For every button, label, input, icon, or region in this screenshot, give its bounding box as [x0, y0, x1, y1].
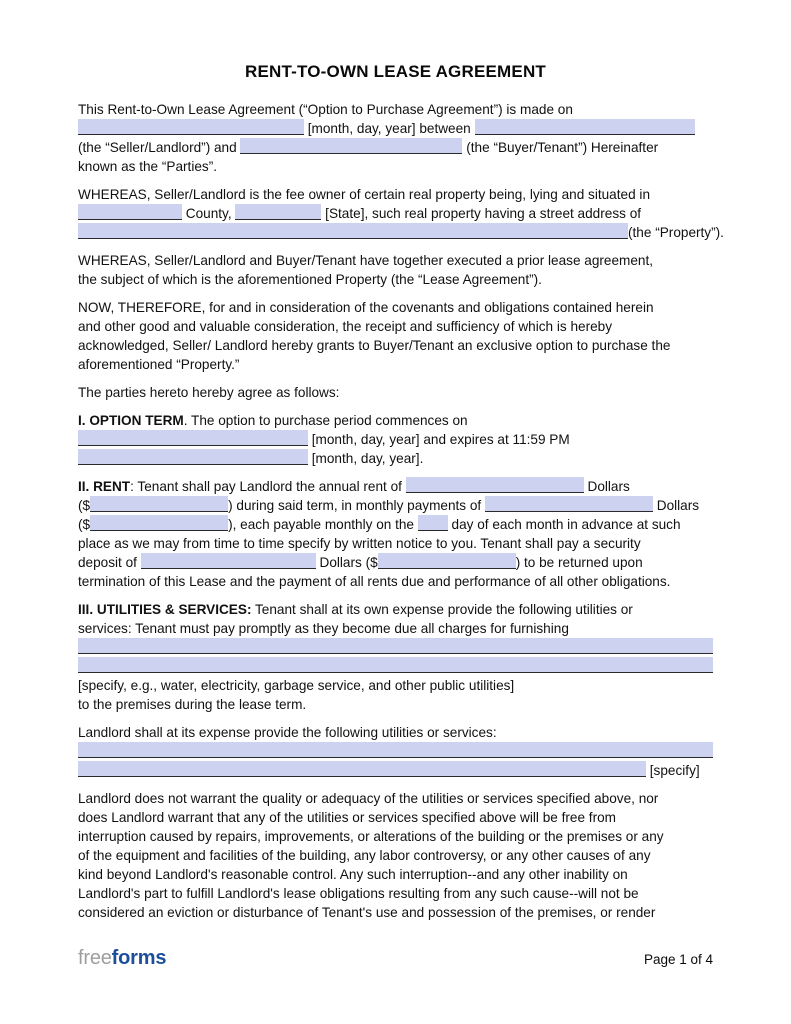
text-run: Landlord does not warrant the quality or adequacy of the utilities or services specified above, nor — [78, 791, 659, 806]
document-line — [78, 223, 724, 242]
section-heading-text: II. RENT — [78, 479, 131, 494]
section-option-term — [78, 411, 713, 468]
text-run: deposit of — [78, 555, 141, 570]
text-run: to the premises during the lease term. — [78, 697, 307, 712]
text-run: Tenant shall at its own expense provide the following utilities or — [251, 602, 633, 617]
text-run: : Tenant shall pay Landlord the annual rent of — [130, 479, 406, 494]
text-run: Landlord shall at its expense provide the following utilities or services: — [78, 725, 497, 740]
text-run: place as we may from time to time specify by written notice to you. Tenant shall pay a security — [78, 536, 641, 551]
document-line — [78, 383, 713, 402]
landlord-utilities-paragraph — [78, 723, 713, 780]
text-run: services: Tenant must pay promptly as they become due all charges for furnishing — [78, 621, 569, 636]
security-deposit-amount-field[interactable] — [378, 553, 516, 569]
tenant-utilities-line-1-field[interactable] — [78, 638, 713, 654]
whereas-property-paragraph — [78, 185, 724, 242]
annual-rent-amount-field[interactable] — [90, 496, 228, 512]
document-line — [78, 355, 713, 374]
text-run: ($ — [78, 517, 91, 532]
section-heading-text: III. UTILITIES & SERVICES: — [78, 602, 252, 617]
document-line — [78, 496, 713, 515]
logo-text-free: free — [78, 947, 112, 969]
document-line — [78, 657, 713, 676]
text-run: . The option to purchase period commences on — [183, 413, 468, 428]
section-rent — [78, 477, 713, 591]
document-line — [78, 251, 713, 270]
document-line — [78, 138, 713, 157]
document-line — [78, 449, 713, 468]
document-line — [78, 298, 713, 317]
document-line — [78, 808, 713, 827]
document-line — [78, 515, 713, 534]
seller-landlord-name-field[interactable] — [475, 119, 695, 135]
page-footer — [78, 944, 713, 970]
payment-day-field[interactable] — [418, 515, 448, 531]
text-run: of the equipment and facilities of the building, any labor controversy, or any other causes of any — [78, 848, 651, 863]
monthly-payment-amount-field[interactable] — [90, 515, 228, 531]
section-heading-text: I. OPTION TERM — [78, 413, 184, 428]
document-line — [78, 846, 713, 865]
text-run: ($ — [78, 498, 91, 513]
freeforms-logo — [78, 947, 166, 970]
text-run: interruption caused by repairs, improvements, or alterations of the building or the premises or any — [78, 829, 664, 844]
option-commence-date-field[interactable] — [78, 430, 308, 446]
text-run: [State], such real property having a street address of — [321, 206, 642, 221]
document-line — [78, 638, 713, 657]
agree-as-follows-paragraph — [78, 383, 713, 402]
document-line — [78, 742, 713, 761]
tenant-utilities-line-2-field[interactable] — [78, 657, 713, 673]
state-field[interactable] — [235, 204, 321, 220]
text-run: the subject of which is the aforementioned Property (the “Lease Agreement”). — [78, 272, 542, 287]
document-line — [78, 317, 713, 336]
document-line — [78, 903, 713, 922]
document-line — [78, 695, 713, 714]
security-deposit-words-field[interactable] — [141, 553, 316, 569]
text-run: WHEREAS, Seller/Landlord is the fee owner of certain real property being, lying and situated in — [78, 187, 650, 202]
document-line — [78, 676, 713, 695]
text-run: (the “Buyer/Tenant”) Hereinafter — [462, 140, 659, 155]
text-run: ) during said term, in monthly payments of — [228, 498, 485, 513]
document-body — [78, 100, 724, 922]
county-field[interactable] — [78, 204, 182, 220]
document-line — [78, 789, 713, 808]
text-run: This Rent-to-Own Lease Agreement (“Option to Purchase Agreement”) is made on — [78, 102, 573, 117]
now-therefore-paragraph — [78, 298, 713, 374]
document-line — [78, 572, 713, 591]
monthly-payment-words-field[interactable] — [485, 496, 653, 512]
document-line — [78, 884, 713, 903]
text-run: does Landlord warrant that any of the utilities or services specified above will be free from — [78, 810, 616, 825]
text-run: acknowledged, Seller/ Landlord hereby grants to Buyer/Tenant an exclusive option to purchase the — [78, 338, 671, 353]
document-line — [78, 865, 713, 884]
document-line — [78, 157, 713, 176]
document-line — [78, 204, 713, 223]
document-line — [78, 336, 713, 355]
text-run: termination of this Lease and the payment of all rents due and performance of all other obligations. — [78, 574, 671, 589]
document-line — [78, 100, 713, 119]
agreement-date-field[interactable] — [78, 119, 304, 135]
document-line — [78, 827, 713, 846]
text-run: Landlord's part to fulfill Landlord's lease obligations resulting from any such cause--will not be — [78, 886, 639, 901]
whereas-prior-lease-paragraph — [78, 251, 713, 289]
text-run: [month, day, year]. — [308, 451, 424, 466]
document-line — [78, 534, 713, 553]
text-run: and other good and valuable consideration, the receipt and sufficiency of which is hereby — [78, 319, 613, 334]
text-run: [month, day, year] between — [304, 121, 475, 136]
text-run: ), each payable monthly on the — [228, 517, 418, 532]
text-run: ) to be returned upon — [515, 555, 643, 570]
document-line — [78, 600, 713, 619]
document-line — [78, 411, 713, 430]
section-utilities-services — [78, 600, 713, 714]
text-run: Dollars — [583, 479, 630, 494]
document-line — [78, 761, 713, 780]
document-line — [78, 430, 713, 449]
text-run: [month, day, year] and expires at 11:59 PM — [308, 432, 570, 447]
document-line — [78, 119, 713, 138]
text-run: (the “Seller/Landlord”) and — [78, 140, 241, 155]
document-line — [78, 619, 713, 638]
document-line — [78, 185, 713, 204]
text-run: known as the “Parties”. — [78, 159, 218, 174]
logo-text-forms: forms — [111, 947, 167, 969]
document-title: RENT-TO-OWN LEASE AGREEMENT — [244, 62, 546, 81]
document-line — [78, 477, 713, 496]
document-line — [78, 270, 713, 289]
text-run: day of each month in advance at such — [447, 517, 681, 532]
text-run: Dollars — [652, 498, 700, 513]
document-line — [78, 553, 713, 572]
landlord-warranty-paragraph — [78, 789, 713, 922]
text-run: considered an eviction or disturbance of Tenant's use and possession of the premises, or render — [78, 905, 656, 920]
document-line — [78, 723, 713, 742]
text-run: aforementioned “Property.” — [78, 357, 240, 372]
buyer-tenant-name-field[interactable] — [240, 138, 462, 154]
landlord-utilities-line-2-field[interactable] — [78, 761, 646, 777]
text-run: [specify] — [646, 763, 700, 778]
annual-rent-words-field[interactable] — [406, 477, 584, 493]
text-run: NOW, THEREFORE, for and in consideration of the covenants and obligations contained herein — [78, 300, 654, 315]
text-run: (the “Property”). — [628, 225, 724, 240]
text-run: Dollars ($ — [315, 555, 378, 570]
text-run: The parties hereto hereby agree as follows: — [78, 385, 340, 400]
option-expiry-date-field[interactable] — [78, 449, 308, 465]
property-address-field[interactable] — [78, 223, 628, 239]
text-run: [specify, e.g., water, electricity, garbage service, and other public utilities] — [78, 678, 515, 693]
page-number: Page 1 of 4 — [643, 952, 713, 967]
text-run: County, — [182, 206, 236, 221]
text-run: kind beyond Landlord's reasonable control. Any such interruption--and any other inability on — [78, 867, 628, 882]
intro-paragraph — [78, 100, 713, 176]
landlord-utilities-line-1-field[interactable] — [78, 742, 713, 758]
text-run: WHEREAS, Seller/Landlord and Buyer/Tenant have together executed a prior lease agreement, — [78, 253, 654, 268]
